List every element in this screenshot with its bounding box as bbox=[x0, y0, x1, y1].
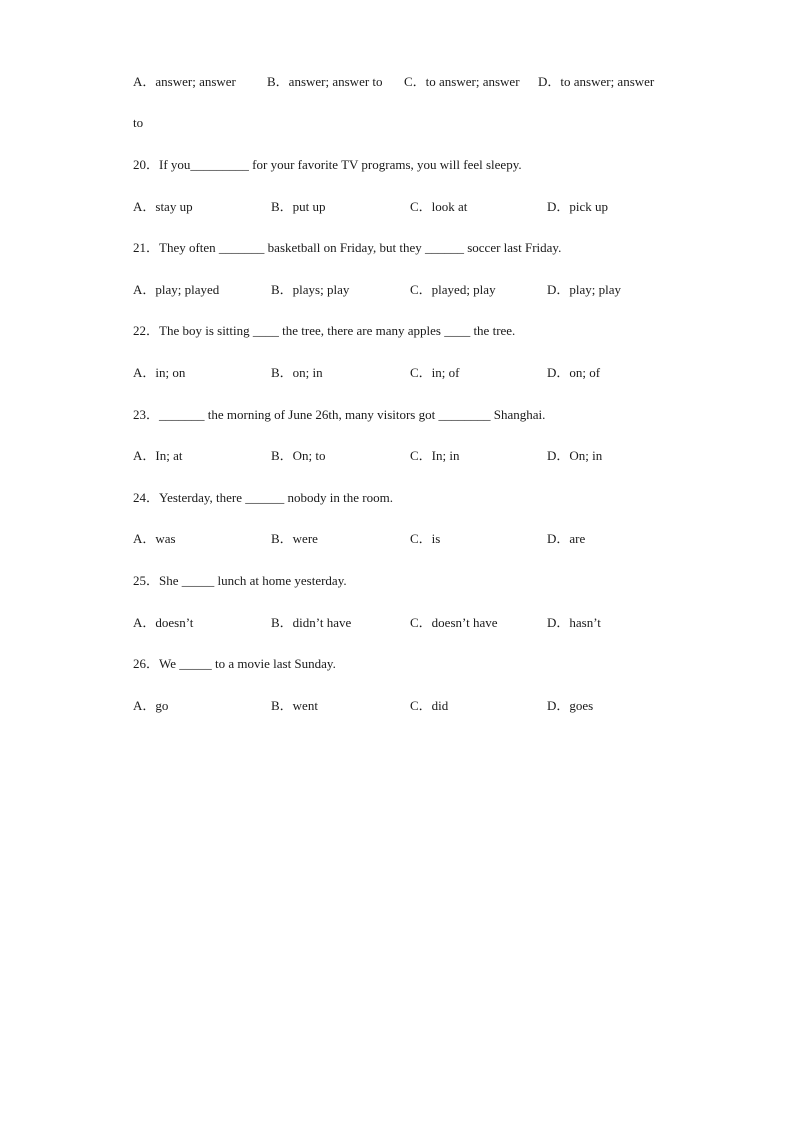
q24-option-c: C．is bbox=[410, 531, 441, 546]
question-23-options bbox=[133, 448, 693, 464]
q25-option-b: B．didn’t have bbox=[271, 615, 352, 630]
question-20-options bbox=[133, 199, 693, 215]
q20-option-c: C．look at bbox=[410, 199, 468, 214]
question-22-options bbox=[133, 365, 693, 381]
question-25-stem: 25．She _____ lunch at home yesterday. bbox=[133, 573, 347, 588]
q21-option-d: D．play; play bbox=[547, 282, 622, 297]
q25-option-d: D．hasn’t bbox=[547, 615, 601, 630]
q25-option-c: C．doesn’t have bbox=[410, 615, 498, 630]
q21-option-c: C．played; play bbox=[410, 282, 496, 297]
q20-option-a: A．stay up bbox=[133, 199, 193, 214]
q24-option-b: B．were bbox=[271, 531, 318, 546]
q19-option-b: B．answer; answer to bbox=[267, 74, 383, 89]
question-23-stem: 23．_______ the morning of June 26th, many visitors got ________ Shanghai. bbox=[133, 407, 546, 422]
q19-option-d-wrap: to bbox=[133, 115, 144, 130]
q26-option-a: A．go bbox=[133, 698, 169, 713]
q20-option-d: D．pick up bbox=[547, 199, 609, 214]
q19-option-d: D．to answer; answer bbox=[538, 74, 655, 89]
q23-option-d: D．On; in bbox=[547, 448, 603, 463]
q19-option-a: A．answer; answer bbox=[133, 74, 236, 89]
q22-option-c: C．in; of bbox=[410, 365, 460, 380]
question-25-options bbox=[133, 615, 693, 631]
question-21-stem: 21．They often _______ basketball on Friday, but they ______ soccer last Friday. bbox=[133, 240, 562, 255]
q24-option-d: D．are bbox=[547, 531, 586, 546]
q22-option-d: D．on; of bbox=[547, 365, 601, 380]
q23-option-b: B．On; to bbox=[271, 448, 326, 463]
q23-option-a: A．In; at bbox=[133, 448, 183, 463]
q26-option-c: C．did bbox=[410, 698, 449, 713]
question-24-stem: 24．Yesterday, there ______ nobody in the room. bbox=[133, 490, 393, 505]
q25-option-a: A．doesn’t bbox=[133, 615, 194, 630]
question-26-options bbox=[133, 698, 693, 714]
question-20-stem: 20．If you_________ for your favorite TV programs, you will feel sleepy. bbox=[133, 157, 522, 172]
question-26-stem: 26．We _____ to a movie last Sunday. bbox=[133, 656, 336, 671]
q22-option-b: B．on; in bbox=[271, 365, 323, 380]
q26-option-d: D．goes bbox=[547, 698, 594, 713]
q19-options bbox=[133, 74, 693, 90]
q26-option-b: B．went bbox=[271, 698, 318, 713]
q22-option-a: A．in; on bbox=[133, 365, 186, 380]
q21-option-a: A．play; played bbox=[133, 282, 220, 297]
question-24-options bbox=[133, 531, 693, 547]
question-21-options bbox=[133, 282, 693, 298]
question-22-stem: 22．The boy is sitting ____ the tree, there are many apples ____ the tree. bbox=[133, 323, 516, 338]
q23-option-c: C．In; in bbox=[410, 448, 460, 463]
q21-option-b: B．plays; play bbox=[271, 282, 350, 297]
q19-option-c: C．to answer; answer bbox=[404, 74, 520, 89]
q20-option-b: B．put up bbox=[271, 199, 326, 214]
q24-option-a: A．was bbox=[133, 531, 176, 546]
